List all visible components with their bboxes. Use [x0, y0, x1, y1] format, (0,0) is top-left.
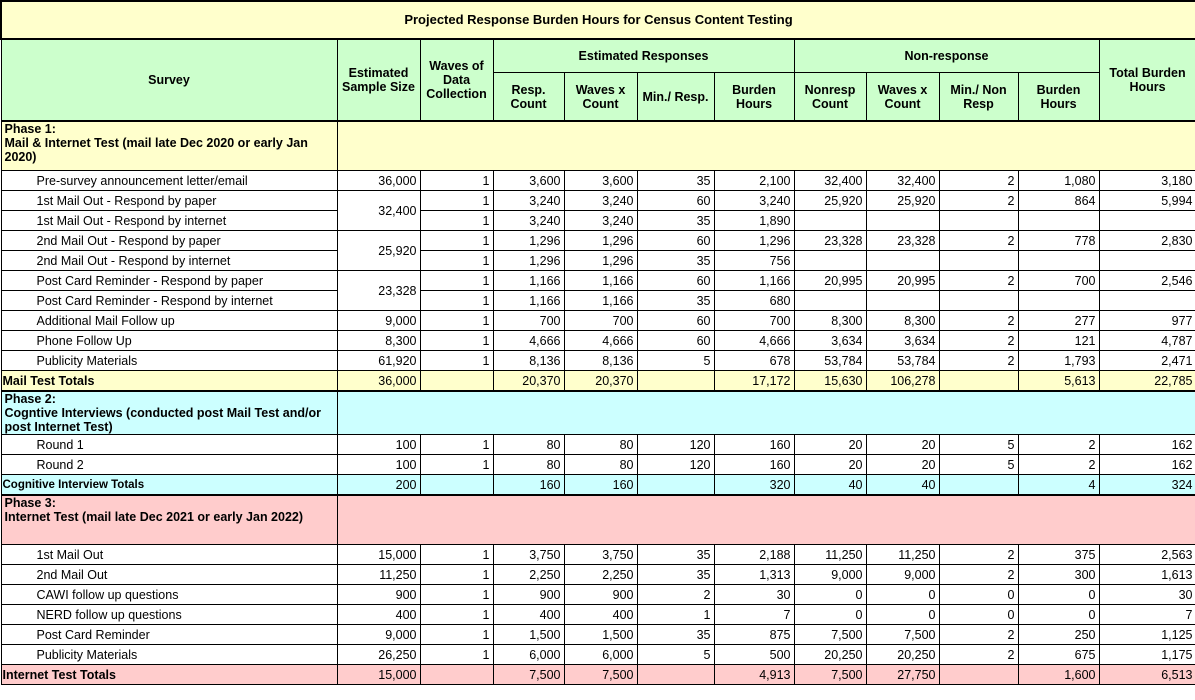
tot-cell: 4,787 — [1099, 331, 1195, 351]
waves-cell: 1 — [420, 271, 493, 291]
table-row — [1, 565, 1195, 585]
rc-cell: 3,600 — [493, 171, 564, 191]
header-burden-hours: Burden Hours — [714, 73, 794, 122]
totals-nc-cell: 15,630 — [794, 371, 866, 392]
totals-waves-cell — [420, 371, 493, 392]
mr-cell: 35 — [637, 625, 714, 645]
nc-cell: 53,784 — [794, 351, 866, 371]
totals-bh-cell: 4,913 — [714, 665, 794, 685]
table-row — [1, 435, 1195, 455]
header-min-resp: Min./ Resp. — [637, 73, 714, 122]
row-label: 2nd Mail Out - Respond by internet — [1, 251, 337, 271]
wc-cell: 80 — [564, 435, 637, 455]
header-survey: Survey — [1, 39, 337, 121]
tot-cell: 30 — [1099, 585, 1195, 605]
nc-cell: 8,300 — [794, 311, 866, 331]
nwc-cell — [866, 211, 939, 231]
sample-size-cell: 61,920 — [337, 351, 420, 371]
waves-cell: 1 — [420, 565, 493, 585]
mn-cell: 2 — [939, 271, 1018, 291]
totals-nbh-cell: 1,600 — [1018, 665, 1099, 685]
totals-wc-cell: 160 — [564, 475, 637, 496]
nbh-cell: 2 — [1018, 455, 1099, 475]
sample-size-cell: 36,000 — [337, 171, 420, 191]
bh-cell: 756 — [714, 251, 794, 271]
rc-cell: 3,750 — [493, 545, 564, 565]
bh-cell: 160 — [714, 435, 794, 455]
header-waves-count: Waves x Count — [564, 73, 637, 122]
phase1-title: Phase 1: Mail & Internet Test (mail late Dec 2020 or early Jan 2020) — [1, 121, 337, 171]
tot-cell: 162 — [1099, 435, 1195, 455]
table-row — [1, 271, 1195, 291]
table-row — [1, 645, 1195, 665]
rc-cell: 8,136 — [493, 351, 564, 371]
totals-nbh-cell: 5,613 — [1018, 371, 1099, 392]
bh-cell: 30 — [714, 585, 794, 605]
bh-cell: 1,296 — [714, 231, 794, 251]
mr-cell: 1 — [637, 605, 714, 625]
table-row — [1, 585, 1195, 605]
phase3-heading-row — [1, 495, 1195, 545]
row-label: 2nd Mail Out - Respond by paper — [1, 231, 337, 251]
sample-size-cell: 26,250 — [337, 645, 420, 665]
phase3-title-filler — [337, 495, 1195, 545]
totals-mn-cell — [939, 371, 1018, 392]
nbh-cell: 0 — [1018, 585, 1099, 605]
nwc-cell: 7,500 — [866, 625, 939, 645]
rc-cell: 1,500 — [493, 625, 564, 645]
mn-cell: 2 — [939, 625, 1018, 645]
table-row — [1, 251, 1195, 271]
phase1-title-filler — [337, 121, 1195, 171]
row-label: 1st Mail Out - Respond by paper — [1, 191, 337, 211]
waves-cell: 1 — [420, 191, 493, 211]
nwc-cell: 25,920 — [866, 191, 939, 211]
nwc-cell: 32,400 — [866, 171, 939, 191]
rc-cell: 1,166 — [493, 271, 564, 291]
bh-cell: 700 — [714, 311, 794, 331]
totals-tot-cell: 324 — [1099, 475, 1195, 496]
bh-cell: 7 — [714, 605, 794, 625]
mn-cell: 2 — [939, 331, 1018, 351]
rc-cell: 700 — [493, 311, 564, 331]
tot-cell: 3,180 — [1099, 171, 1195, 191]
nc-cell: 0 — [794, 605, 866, 625]
wc-cell: 1,296 — [564, 231, 637, 251]
totals-label: Internet Test Totals — [1, 665, 337, 685]
wc-cell: 400 — [564, 605, 637, 625]
mn-cell: 2 — [939, 191, 1018, 211]
tot-cell: 2,830 — [1099, 231, 1195, 251]
mn-cell — [939, 211, 1018, 231]
nbh-cell — [1018, 211, 1099, 231]
mr-cell: 35 — [637, 171, 714, 191]
mr-cell: 2 — [637, 585, 714, 605]
rc-cell: 80 — [493, 435, 564, 455]
nc-cell: 9,000 — [794, 565, 866, 585]
nbh-cell: 2 — [1018, 435, 1099, 455]
table-row — [1, 291, 1195, 311]
nc-cell: 20 — [794, 455, 866, 475]
totals-waves-cell — [420, 475, 493, 496]
nbh-cell: 277 — [1018, 311, 1099, 331]
tot-cell: 1,613 — [1099, 565, 1195, 585]
row-label: Publicity Materials — [1, 351, 337, 371]
row-label: Phone Follow Up — [1, 331, 337, 351]
tot-cell: 5,994 — [1099, 191, 1195, 211]
bh-cell: 2,100 — [714, 171, 794, 191]
nwc-cell: 11,250 — [866, 545, 939, 565]
nc-cell: 20 — [794, 435, 866, 455]
header-total-burden: Total Burden Hours — [1099, 39, 1195, 121]
nc-cell: 3,634 — [794, 331, 866, 351]
totals-wc-cell: 7,500 — [564, 665, 637, 685]
mr-cell: 60 — [637, 271, 714, 291]
phase2-title-filler — [337, 391, 1195, 435]
sample-size-cell: 100 — [337, 455, 420, 475]
table-row — [1, 231, 1195, 251]
table-row — [1, 605, 1195, 625]
wc-cell: 3,240 — [564, 211, 637, 231]
sample-size-cell: 15,000 — [337, 545, 420, 565]
waves-cell: 1 — [420, 585, 493, 605]
sample-size-cell: 100 — [337, 435, 420, 455]
rc-cell: 2,250 — [493, 565, 564, 585]
bh-cell: 4,666 — [714, 331, 794, 351]
mn-cell — [939, 291, 1018, 311]
table-row — [1, 211, 1195, 231]
nc-cell — [794, 291, 866, 311]
mr-cell: 35 — [637, 291, 714, 311]
table-row — [1, 331, 1195, 351]
nwc-cell: 8,300 — [866, 311, 939, 331]
mr-cell: 60 — [637, 231, 714, 251]
nbh-cell: 1,080 — [1018, 171, 1099, 191]
totals-sample-cell: 15,000 — [337, 665, 420, 685]
mr-cell: 35 — [637, 545, 714, 565]
mr-cell: 60 — [637, 331, 714, 351]
wc-cell: 1,500 — [564, 625, 637, 645]
rc-cell: 400 — [493, 605, 564, 625]
totals-waves-cell — [420, 665, 493, 685]
nc-cell — [794, 251, 866, 271]
waves-cell: 1 — [420, 455, 493, 475]
totals-nbh-cell: 4 — [1018, 475, 1099, 496]
totals-nwc-cell: 40 — [866, 475, 939, 496]
mn-cell: 2 — [939, 545, 1018, 565]
table-row — [1, 351, 1195, 371]
rc-cell: 4,666 — [493, 331, 564, 351]
bh-cell: 680 — [714, 291, 794, 311]
nbh-cell — [1018, 291, 1099, 311]
bh-cell: 1,890 — [714, 211, 794, 231]
waves-cell: 1 — [420, 625, 493, 645]
header-resp-count: Resp. Count — [493, 73, 564, 122]
rc-cell: 1,296 — [493, 231, 564, 251]
nbh-cell — [1018, 251, 1099, 271]
bh-cell: 2,188 — [714, 545, 794, 565]
sample-size-cell: 11,250 — [337, 565, 420, 585]
nwc-cell: 0 — [866, 585, 939, 605]
wc-cell: 3,240 — [564, 191, 637, 211]
mn-cell: 0 — [939, 585, 1018, 605]
wc-cell: 2,250 — [564, 565, 637, 585]
row-label: NERD follow up questions — [1, 605, 337, 625]
mn-cell: 2 — [939, 565, 1018, 585]
totals-mr-cell — [637, 665, 714, 685]
mn-cell: 2 — [939, 171, 1018, 191]
header-non-response: Non-response — [794, 39, 1099, 73]
row-label: Round 2 — [1, 455, 337, 475]
table-title: Projected Response Burden Hours for Census Content Testing — [1, 1, 1195, 39]
wc-cell: 8,136 — [564, 351, 637, 371]
mr-cell: 60 — [637, 311, 714, 331]
nbh-cell: 300 — [1018, 565, 1099, 585]
tot-cell — [1099, 251, 1195, 271]
totals-bh-cell: 17,172 — [714, 371, 794, 392]
wc-cell: 1,166 — [564, 291, 637, 311]
totals-sample-cell: 200 — [337, 475, 420, 496]
totals-nc-cell: 40 — [794, 475, 866, 496]
tot-cell — [1099, 291, 1195, 311]
waves-cell: 1 — [420, 311, 493, 331]
row-label: Round 1 — [1, 435, 337, 455]
waves-cell: 1 — [420, 545, 493, 565]
phase2-heading-row — [1, 391, 1195, 435]
totals-rc-cell: 20,370 — [493, 371, 564, 392]
phase3-title: Phase 3: Internet Test (mail late Dec 2021 or early Jan 2022) — [1, 495, 337, 545]
bh-cell: 3,240 — [714, 191, 794, 211]
nbh-cell: 1,793 — [1018, 351, 1099, 371]
nbh-cell: 121 — [1018, 331, 1099, 351]
phase2-totals-row — [1, 475, 1195, 496]
totals-nc-cell: 7,500 — [794, 665, 866, 685]
mr-cell: 35 — [637, 211, 714, 231]
totals-rc-cell: 7,500 — [493, 665, 564, 685]
mr-cell: 35 — [637, 251, 714, 271]
table-row — [1, 625, 1195, 645]
header-nonresp-count: Nonresp Count — [794, 73, 866, 122]
rc-cell: 900 — [493, 585, 564, 605]
sample-size-cell: 900 — [337, 585, 420, 605]
totals-mr-cell — [637, 371, 714, 392]
waves-cell: 1 — [420, 435, 493, 455]
nwc-cell: 20,995 — [866, 271, 939, 291]
waves-cell: 1 — [420, 331, 493, 351]
nbh-cell: 0 — [1018, 605, 1099, 625]
totals-wc-cell: 20,370 — [564, 371, 637, 392]
bh-cell: 500 — [714, 645, 794, 665]
sample-size-cell: 23,328 — [337, 271, 420, 311]
wc-cell: 700 — [564, 311, 637, 331]
nwc-cell: 0 — [866, 605, 939, 625]
mn-cell: 2 — [939, 351, 1018, 371]
waves-cell: 1 — [420, 251, 493, 271]
totals-mn-cell — [939, 665, 1018, 685]
nc-cell: 32,400 — [794, 171, 866, 191]
sample-size-cell: 9,000 — [337, 625, 420, 645]
nc-cell: 11,250 — [794, 545, 866, 565]
row-label: Post Card Reminder — [1, 625, 337, 645]
nc-cell — [794, 211, 866, 231]
nbh-cell: 375 — [1018, 545, 1099, 565]
nc-cell: 20,995 — [794, 271, 866, 291]
nwc-cell: 23,328 — [866, 231, 939, 251]
totals-tot-cell: 22,785 — [1099, 371, 1195, 392]
nbh-cell: 778 — [1018, 231, 1099, 251]
tot-cell: 7 — [1099, 605, 1195, 625]
waves-cell: 1 — [420, 645, 493, 665]
nbh-cell: 864 — [1018, 191, 1099, 211]
sample-size-cell: 25,920 — [337, 231, 420, 271]
waves-cell: 1 — [420, 291, 493, 311]
nwc-cell: 20,250 — [866, 645, 939, 665]
nwc-cell: 3,634 — [866, 331, 939, 351]
totals-label: Cognitive Interview Totals — [1, 475, 337, 496]
mn-cell — [939, 251, 1018, 271]
nc-cell: 0 — [794, 585, 866, 605]
totals-rc-cell: 160 — [493, 475, 564, 496]
row-label: 2nd Mail Out — [1, 565, 337, 585]
wc-cell: 80 — [564, 455, 637, 475]
mr-cell: 60 — [637, 191, 714, 211]
wc-cell: 4,666 — [564, 331, 637, 351]
table-row — [1, 545, 1195, 565]
tot-cell: 2,471 — [1099, 351, 1195, 371]
mr-cell: 35 — [637, 565, 714, 585]
tot-cell — [1099, 211, 1195, 231]
rc-cell: 6,000 — [493, 645, 564, 665]
phase1-heading-row — [1, 121, 1195, 171]
row-label: Pre-survey announcement letter/email — [1, 171, 337, 191]
wc-cell: 6,000 — [564, 645, 637, 665]
totals-mr-cell — [637, 475, 714, 496]
bh-cell: 1,313 — [714, 565, 794, 585]
waves-cell: 1 — [420, 171, 493, 191]
row-label: Additional Mail Follow up — [1, 311, 337, 331]
totals-tot-cell: 6,513 — [1099, 665, 1195, 685]
mn-cell: 2 — [939, 231, 1018, 251]
mn-cell: 2 — [939, 645, 1018, 665]
totals-nwc-cell: 106,278 — [866, 371, 939, 392]
nwc-cell: 20 — [866, 455, 939, 475]
mr-cell: 120 — [637, 455, 714, 475]
rc-cell: 3,240 — [493, 211, 564, 231]
sample-size-cell: 32,400 — [337, 191, 420, 231]
tot-cell: 2,563 — [1099, 545, 1195, 565]
wc-cell: 3,750 — [564, 545, 637, 565]
rc-cell: 1,296 — [493, 251, 564, 271]
mn-cell: 0 — [939, 605, 1018, 625]
table-row — [1, 191, 1195, 211]
waves-cell: 1 — [420, 231, 493, 251]
mn-cell: 5 — [939, 435, 1018, 455]
tot-cell: 162 — [1099, 455, 1195, 475]
row-label: Publicity Materials — [1, 645, 337, 665]
bh-cell: 678 — [714, 351, 794, 371]
sample-size-cell: 9,000 — [337, 311, 420, 331]
nbh-cell: 700 — [1018, 271, 1099, 291]
phase3-totals-row — [1, 665, 1195, 685]
nwc-cell: 20 — [866, 435, 939, 455]
mn-cell: 2 — [939, 311, 1018, 331]
mr-cell: 5 — [637, 351, 714, 371]
nc-cell: 23,328 — [794, 231, 866, 251]
table-row — [1, 311, 1195, 331]
rc-cell: 3,240 — [493, 191, 564, 211]
rc-cell: 1,166 — [493, 291, 564, 311]
nwc-cell — [866, 291, 939, 311]
nbh-cell: 675 — [1018, 645, 1099, 665]
mr-cell: 120 — [637, 435, 714, 455]
sample-size-cell: 8,300 — [337, 331, 420, 351]
header-waves: Waves of Data Collection — [420, 39, 493, 121]
wc-cell: 3,600 — [564, 171, 637, 191]
header-sample-size: Estimated Sample Size — [337, 39, 420, 121]
wc-cell: 1,296 — [564, 251, 637, 271]
mn-cell: 5 — [939, 455, 1018, 475]
nc-cell: 25,920 — [794, 191, 866, 211]
nwc-cell: 53,784 — [866, 351, 939, 371]
row-label: CAWI follow up questions — [1, 585, 337, 605]
tot-cell: 977 — [1099, 311, 1195, 331]
nc-cell: 20,250 — [794, 645, 866, 665]
row-label: 1st Mail Out - Respond by internet — [1, 211, 337, 231]
waves-cell: 1 — [420, 211, 493, 231]
bh-cell: 1,166 — [714, 271, 794, 291]
nwc-cell: 9,000 — [866, 565, 939, 585]
totals-bh-cell: 320 — [714, 475, 794, 496]
row-label: Post Card Reminder - Respond by internet — [1, 291, 337, 311]
totals-label: Mail Test Totals — [1, 371, 337, 392]
tot-cell: 1,175 — [1099, 645, 1195, 665]
tot-cell: 1,125 — [1099, 625, 1195, 645]
totals-mn-cell — [939, 475, 1018, 496]
nbh-cell: 250 — [1018, 625, 1099, 645]
header-burden-hours-nonresp: Burden Hours — [1018, 73, 1099, 122]
header-min-nonresp: Min./ Non Resp — [939, 73, 1018, 122]
bh-cell: 875 — [714, 625, 794, 645]
wc-cell: 1,166 — [564, 271, 637, 291]
table-row — [1, 455, 1195, 475]
bh-cell: 160 — [714, 455, 794, 475]
header-estimated-responses: Estimated Responses — [493, 39, 794, 73]
rc-cell: 80 — [493, 455, 564, 475]
nc-cell: 7,500 — [794, 625, 866, 645]
totals-nwc-cell: 27,750 — [866, 665, 939, 685]
sample-size-cell: 400 — [337, 605, 420, 625]
table-row — [1, 171, 1195, 191]
tot-cell: 2,546 — [1099, 271, 1195, 291]
totals-sample-cell: 36,000 — [337, 371, 420, 392]
waves-cell: 1 — [420, 351, 493, 371]
phase2-title: Phase 2: Cogntive Interviews (conducted post Mail Test and/or post Internet Test) — [1, 391, 337, 435]
wc-cell: 900 — [564, 585, 637, 605]
phase1-totals-row — [1, 371, 1195, 392]
mr-cell: 5 — [637, 645, 714, 665]
row-label: 1st Mail Out — [1, 545, 337, 565]
nwc-cell — [866, 251, 939, 271]
row-label: Post Card Reminder - Respond by paper — [1, 271, 337, 291]
waves-cell: 1 — [420, 605, 493, 625]
header-waves-count-nonresp: Waves x Count — [866, 73, 939, 122]
